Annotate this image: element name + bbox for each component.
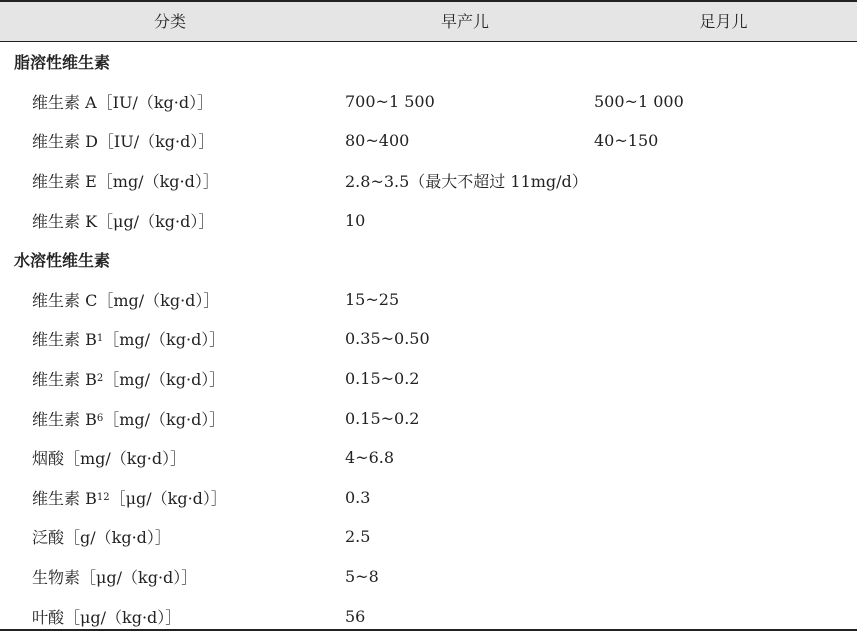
section-header-row: [0, 240, 857, 280]
header-category: 分类: [153, 12, 186, 31]
vitamin-name: 维生素 E［mg/（kg·d）］: [32, 172, 219, 192]
subscript: 1: [96, 333, 104, 345]
preterm-value: 15~25: [345, 289, 400, 309]
vitamin-name: 烟酸［mg/（kg·d）］: [32, 449, 187, 469]
section-title: 脂溶性维生素: [14, 53, 111, 73]
term-value: 500~1 000: [594, 91, 684, 111]
table-row: [0, 517, 857, 557]
preterm-value: 0.3: [345, 487, 371, 507]
preterm-value: 700~1 500: [345, 91, 435, 111]
vitamin-name: 维生素 K［μg/（kg·d）］: [32, 211, 215, 231]
preterm-value: 0.15~0.2: [345, 369, 420, 389]
table-row: [0, 82, 857, 122]
preterm-value: 56: [345, 606, 366, 626]
bottom-rule: [0, 629, 857, 631]
table-row: [0, 121, 857, 161]
table-row: [0, 200, 857, 240]
vitamin-name: 生物素［μg/（kg·d）］: [32, 568, 198, 588]
subscript: 12: [96, 491, 110, 503]
vitamin-name: 维生素 C［mg/（kg·d）］: [32, 290, 220, 310]
table-row: [0, 359, 857, 399]
vitamin-name: 维生素 B 12 ［μg/（kg·d）］: [32, 488, 227, 508]
subscript: 2: [96, 373, 104, 385]
section-title: 水溶性维生素: [14, 251, 111, 271]
vitamin-name: 维生素 A［IU/（kg·d）］: [32, 92, 214, 112]
preterm-value: 5~8: [345, 567, 379, 587]
table-row: [0, 557, 857, 597]
preterm-value: 10: [345, 210, 366, 230]
table-row: [0, 319, 857, 359]
header-preterm: 早产儿: [440, 12, 489, 31]
preterm-value: 4~6.8: [345, 448, 395, 468]
term-value: 40~150: [594, 131, 659, 151]
preterm-value: 2.5: [345, 527, 371, 547]
preterm-value: 80~400: [345, 131, 410, 151]
table-header: [0, 0, 857, 42]
table-row: [0, 438, 857, 478]
table-row: [0, 478, 857, 518]
preterm-value: 0.35~0.50: [345, 329, 430, 349]
header-term: 足月儿: [699, 12, 748, 31]
vitamin-name: 维生素 D［IU/（kg·d）］: [32, 132, 215, 152]
table-row: [0, 280, 857, 320]
vitamin-name: 维生素 B 1 ［mg/（kg·d）］: [32, 330, 226, 350]
vitamin-name: 维生素 B 6 ［mg/（kg·d）］: [32, 409, 226, 429]
table-row: [0, 161, 857, 201]
vitamin-name: 叶酸［μg/（kg·d）］: [32, 607, 182, 627]
vitamin-name: 维生素 B 2 ［mg/（kg·d）］: [32, 370, 226, 390]
preterm-value: 0.15~0.2: [345, 408, 420, 428]
subscript: 6: [96, 412, 104, 424]
vitamin-name: 泛酸［g/（kg·d）］: [32, 528, 171, 548]
section-header-row: [0, 42, 857, 82]
table-row: [0, 398, 857, 438]
preterm-value: 2.8~3.5（最大不超过 11mg/d）: [345, 172, 588, 192]
